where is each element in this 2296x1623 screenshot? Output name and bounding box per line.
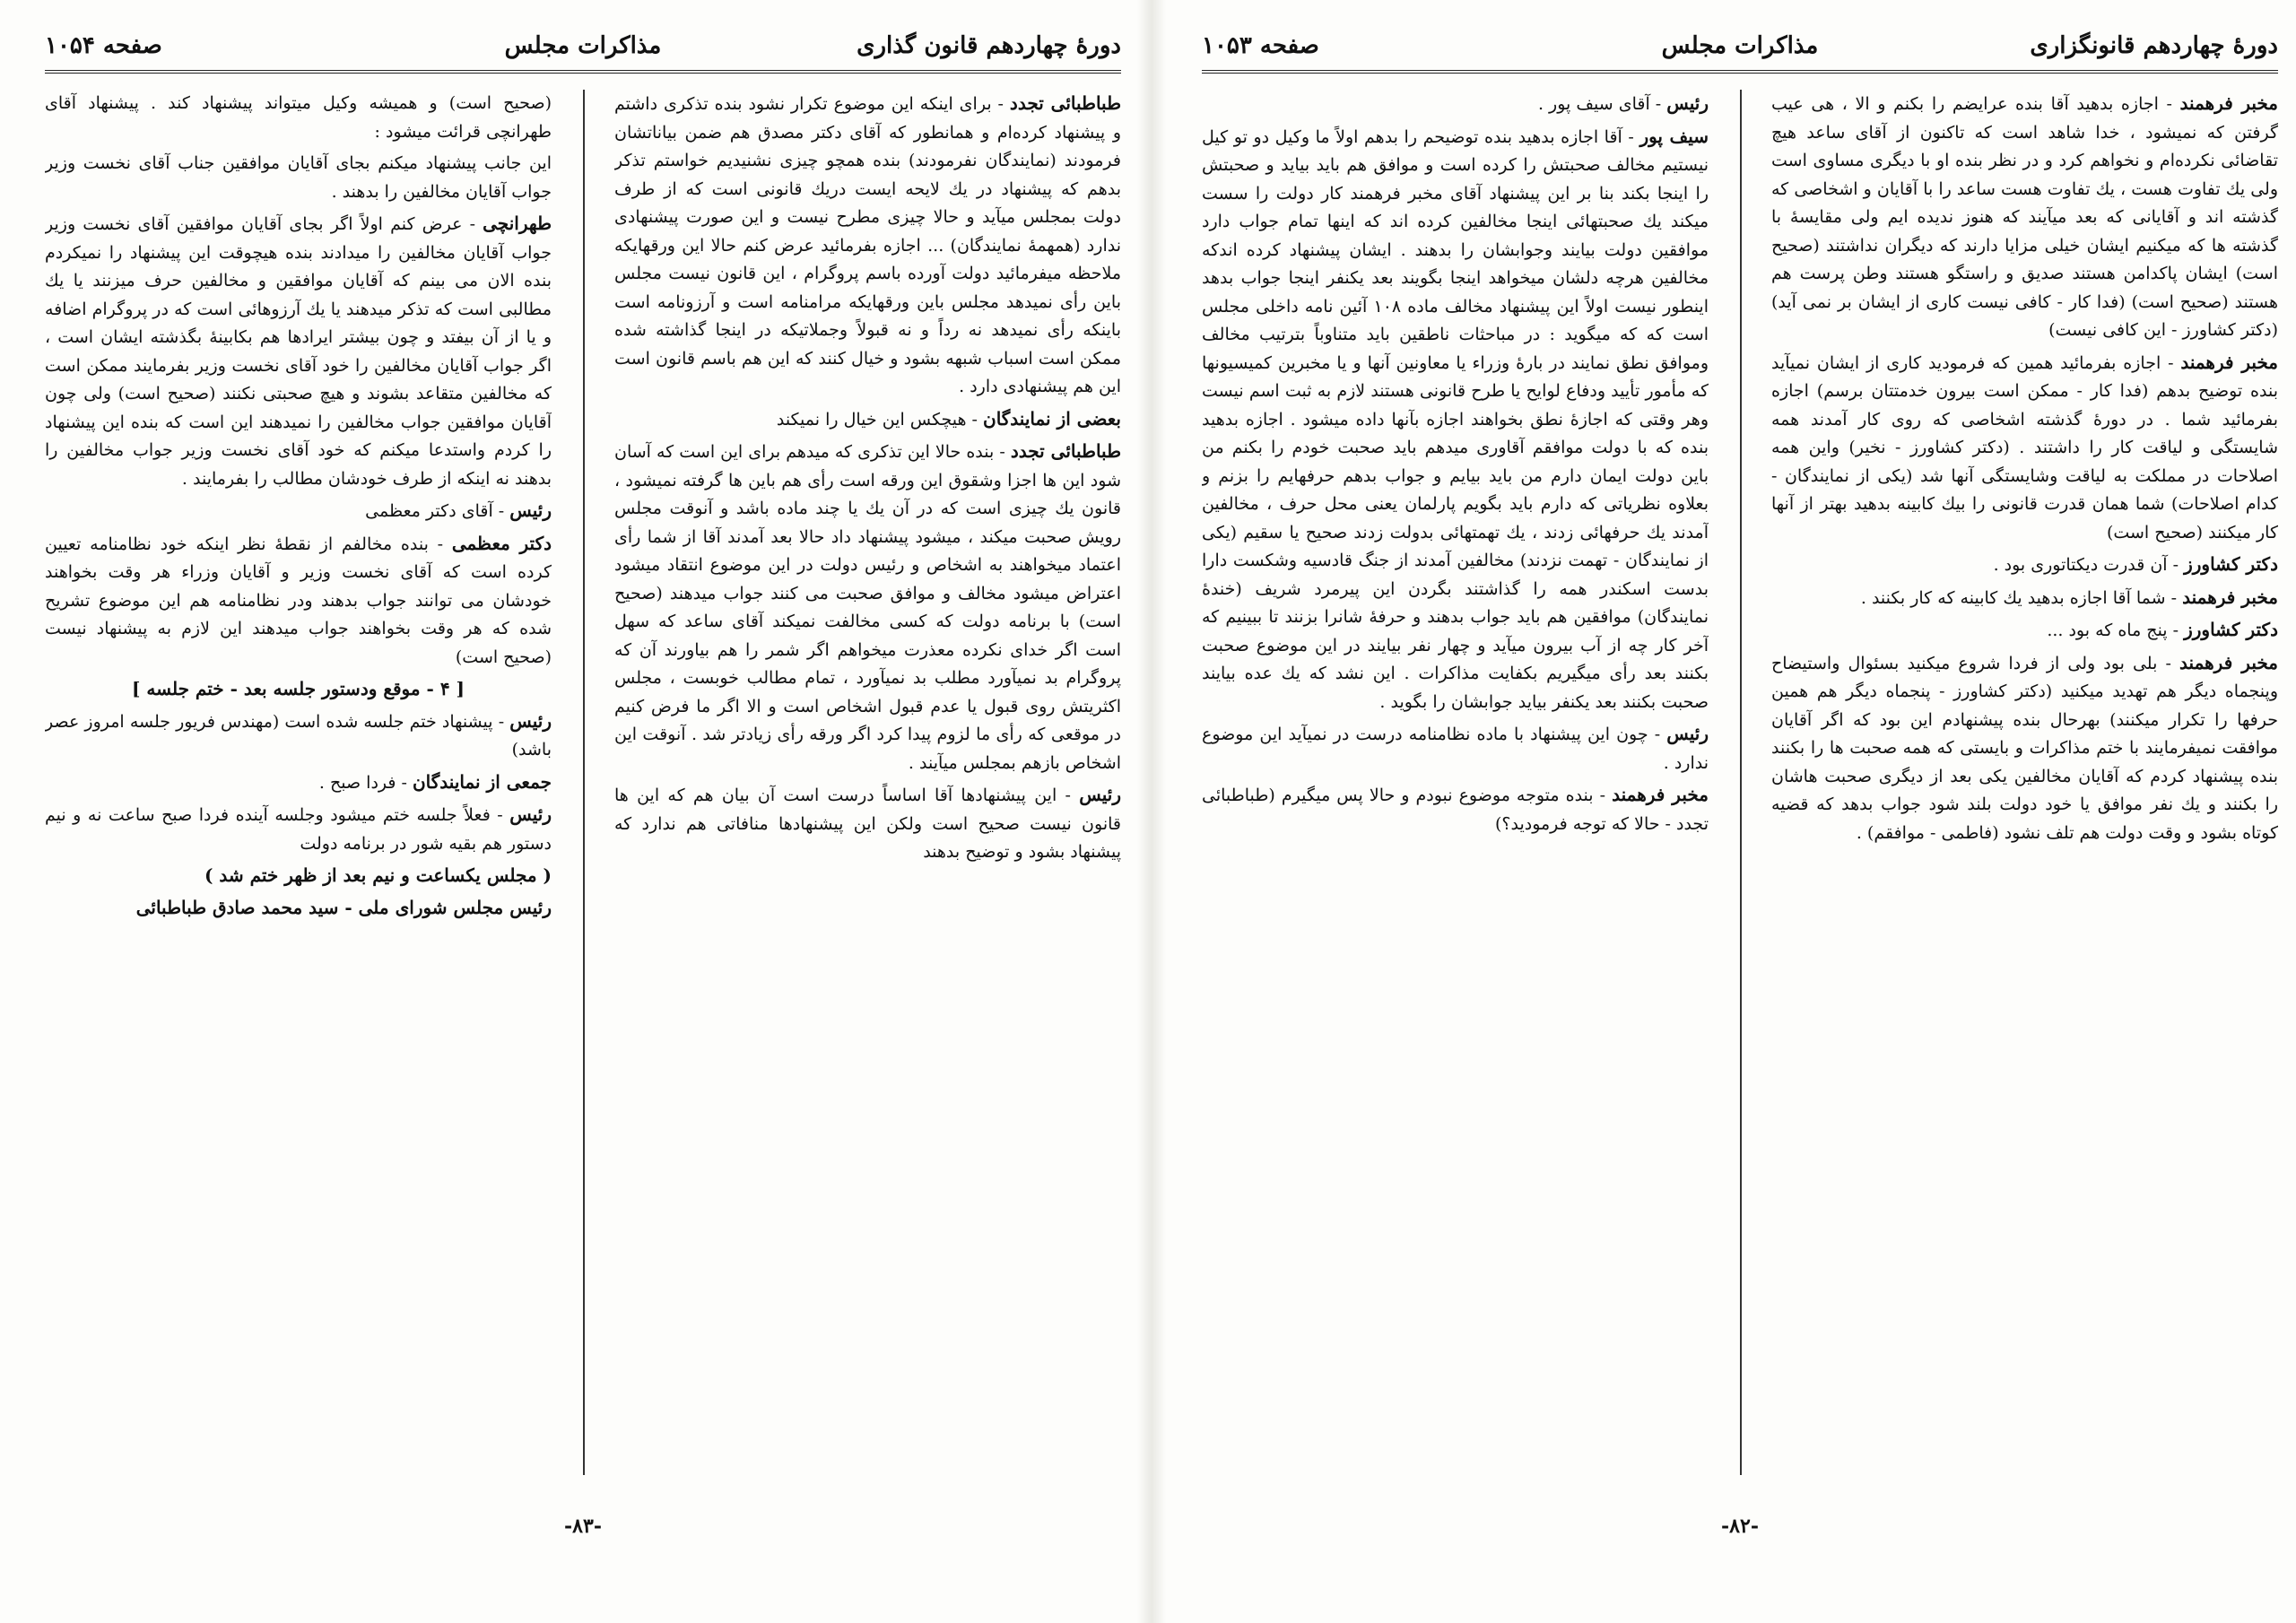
speech-text: فعلاً جلسه ختم میشود وجلسه آینده فردا صبح ساعت نه و نیم دستور هم بقیه شور در برنامه دولت <box>45 805 552 854</box>
paragraph: مخبر فرهمند - اجازه بفرمائید همین که فرمودید کاری از ایشان نمیآید بنده توضیح بدهم (فدا کار - ممکن است بیرون خدمتتان برسم) اجازه بفرمائید شما . در دورهٔ گذشته اشخاصی که روی کار آمدند همه شایستگی و لیاقت کار را داشتند . (دکتر کشاورز - نخیر) واین همه اصلاحات در مملکت به لیاقت وشایستگی آنها شد (یکی از نمایندگان - کدام اصلاحات) شما همان قدرت قانونی را بیك کابینه بدهید بهتر از آنها کار میکنند (صحیح است) <box>1771 351 2278 542</box>
speech-text: اجازه بدهید آقا بنده عرایضم را بکنم و الا ، هی عیب گرفتن که نمیشود ، خدا شاهد است که تاکنون از آقای ساعد هیچ تقاضائی نکرده‌ام و نخواهم کرد و در نظر بنده او با دیگری مساوی است ولی یك تفاوت هست ، یك تفاوت هست ساعد را با آقایان و اشخاصی که گذشته اند و آقایانی که بعد میآیند که هنوز ندیده ایم ولی مقایسهٔ با گذشته ها که میکنیم ایشان خیلی مزایا دارند که دیگران نداشتند (صحیح است) ایشان پاکدامن هستند صدیق و راستگو هستند وطن پرست هم هستند (صحیح است) (فدا کار - کافی نیست کاری از ایشان بر نمی آید) (دکتر کشاورز - این کافی نیست) <box>1771 94 2278 340</box>
speaker-name: رئیس <box>1666 92 1709 114</box>
paragraph: سیف پور - آقا اجازه بدهید بنده توضیحم را بدهم اولاً ما وکیل دو تو کیل نیستیم مخالف صحبتش را کرده است و موافق هم باید بیاید و صحبتش را اینجا بکند بنا بر این پیشنهاد آقای مخبر فرهمند کار دولت را سست میکند یك صحبتهائی اینجا مخالفین کرده اند که اینها تمام جواب دارد موافقین دولت بیایند وجوابشان را بدهند . ایشان پیشنهاد کرده اندکه مخالفین هرچه دلشان میخواهد اینجا بگویند بعد یکنفر اینجا جواب بدهد اینطور نیست اولاً این پیشنهاد مخالف ماده ۱۰۸ آئین نامه داخلی مجلس است که که میگوید : در مباحثات ناطقین باید متناوباً بترتیب مخالف وموافق نطق نمایند در بارهٔ وزراء یا معاونین آنها و یا مخبرین کمیسیونها که مأمور تأیید ودفاع لوایح یا طرح قانونی هستند لازم به ثبت اسم نیست وهر وقتی که اجازهٔ نطق بخواهند اجازه بآنها داده میشود . اجازه بدهید بنده که با دولت موافقم آقاوری میدهم باید صحبت خودم را بکنم من باین دولت ایمان دارم من باید بیایم و جواب بدهم حرفهایم را بزنم و بعلاوه نظریاتی که دارم باید بگویم پارلمان یعنی محل حرف ، مخالفین آمدند یك حرفهائی زدند ، یك تهمتهائی بدولت زدند صحیح یا سقیم (یکی از نمایندگان - تهمت نزدند) مخالفین آمدند از جنگ قادسیه وشکست دارا بدست اسکندر همه را گذاشتند بگردن این پیرمرد شریف (خندهٔ نمایندگان) موافقین هم باید جواب بدهند و حرفهٔ شانرا بزنند تا ببینیم که آخر کار چه از آب بیرون میآید و چهار نفر بیایند در این موضوع صحبت بکنند بعد رأی میگیریم بکفایت مذاکرات . این نشد که یك عده بیایند صحبت بکنند بعد یکنفر بیاید جوابشان را بگوید . <box>1202 125 1709 712</box>
paragraph: رئیس - آقای سیف پور . <box>1537 92 1709 114</box>
speaker-name: رئیس <box>509 709 552 732</box>
paragraph: بعضی از نمایندگان - هیچکس این خیال را نمیکند <box>776 407 1121 430</box>
speaker-name: رئیس <box>1079 784 1121 805</box>
speech-text: آقای سیف پور . <box>1537 94 1650 114</box>
book-gutter <box>1137 0 1166 1623</box>
column-body <box>45 90 552 672</box>
speech-text: آقا اجازه بدهید بنده توضیحم را بدهم اولاً ما وکیل دو تو کیل نیستیم مخالف صحبتش را کرده است و موافق هم باید بیاید و صحبتش را اینجا بکند بنا بر این پیشنهاد آقای مخبر فرهمند کار دولت را سست میکند یك صحبتهائی اینجا مخالفین کرده اند که اینها تمام جواب دارد موافقین دولت بیایند وجوابشان را بدهند . ایشان پیشنهاد کرده اندکه مخالفین هرچه دلشان میخواهد اینجا بگویند بعد یکنفر اینجا جواب بدهد اینطور نیست اولاً این پیشنهاد مخالف ماده ۱۰۸ آئین نامه داخلی مجلس است که که میگوید : در مباحثات ناطقین باید متناوباً بترتیب مخالف وموافق نطق نمایند در بارهٔ وزراء یا معاونین آنها و یا مخبرین کمیسیونها که مأمور تأیید ودفاع لوایح یا طرح قانونی هستند لازم به ثبت اسم نیست وهر وقتی که اجازهٔ نطق بخواهند اجازه بآنها داده میشود . اجازه بدهید بنده که با دولت موافقم آقاوری میدهم باید صحبت خودم را بکنم من باین دولت ایمان دارم من باید بیایم و جواب بدهم حرفهایم را بزنم و بعلاوه نظریاتی که دارم باید بگویم پارلمان یعنی محل حرف ، مخالفین آمدند یك حرفهائی زدند ، یك تهمتهائی بدولت زدند صحیح یا سقیم (یکی از نمایندگان - تهمت نزدند) مخالفین آمدند از جنگ قادسیه وشکست دارا بدست اسکندر همه را گذاشتند بگردن این پیرمرد شریف (خندهٔ نمایندگان) موافقین هم باید جواب بدهند و حرفهٔ شانرا بزنند تا ببینیم که آخر کار چه از آب بیرون میآید و چهار نفر بیایند در این موضوع صحبت بکنند بعد رأی میگیریم بکفایت مذاکرات . این نشد که یك عده بیایند صحبت بکنند بعد یکنفر بیاید جوابشان را بگوید . <box>1202 126 1709 712</box>
speaker-name: رئیس <box>1666 723 1709 744</box>
header-title: مذاکرات مجلس <box>504 32 662 59</box>
page-number: -۸۳- <box>564 1515 602 1538</box>
paragraph: رئیس - این پیشنهادها آقا اساساً درست است آن بیان هم که این ها قانون نیست صحیح است ولکن این پیشنهادها منافاتی هم ندارد که پیشنهاد بشود و توضیح بدهند <box>614 784 1121 862</box>
speech-text: پیشنهاد ختم جلسه شده است (مهندس فریور جلسه امروز عصر باشد) <box>45 711 552 759</box>
speaker-name: جمعی از نمایندگان <box>412 770 552 793</box>
speaker-name: مخبر فرهمند <box>2180 351 2278 373</box>
speech-text: هیچکس این خیال را نمیکند <box>776 409 967 430</box>
page-1053 <box>1202 0 2278 1623</box>
speaker-name: طباطبائی تجدد <box>1009 92 1121 114</box>
column-divider <box>1740 90 1742 1475</box>
speaker-name: دکتر معظمی <box>451 532 552 554</box>
speech-text: فردا صبح . <box>318 772 396 793</box>
header-page-label: صفحه ۱۰۵۳ <box>1202 32 1319 59</box>
speaker-name: رئیس <box>509 499 552 521</box>
text-column-right <box>614 90 1121 1475</box>
paragraph <box>45 90 552 146</box>
speaker-name: طباطبائی تجدد <box>1010 440 1121 462</box>
speech-text: بنده حالا این تذکری که میدهم برای این است که آسان شود این ها اجزا وشقوق این ورقه است رأی هم باین ها گرفته نمیشود ، قانون یك چیزی است که در آن یك یا چند ماده باشد و آنوقت مجلس رویش صحبت میکند ، میشود پیشنهاد داد حالا بعد آمدند آقا از شما رأی اعتماد میخواهند به اشخاص و رئیس دولت در این موضوع انتقاد میشود اعتراض میشود مخالف و موافق صحبت می کنند جواب میدهند (صحیح است) با برنامه دولت که کسی مخالفت نمیکند آقای ساعد که سهل است اگر خدای نکرده معذرت میخواهم اگر شمر را هم بیاورند آن که پروگرام بد نمیآورد مطلب بد نمیآورد ، تمام مطالب خوبست ، مجلس اکثریتش روی قبول یا عدم قبول اشخاص است و الا اگر ما فرض کنیم در موقعی که رأی ما لزوم پیدا کرد اگر ورقه رأی زیادتر شد . آنوقت این اشخاص بازهم بمجلس میآیند . <box>614 442 1121 773</box>
closing-signature: رئیس مجلس شورای ملی - سید محمد صادق طباطبائی <box>135 896 552 918</box>
paragraph: دکتر معظمی - بنده مخالفم از نقطهٔ نظر اینکه خود نظامنامه تعیین کرده است که آقای نخست وزیر و آقایان وزراء هر وقت بخواهند خودشان می توانند جواب بدهند ودر نظامنامه هم این موضوع تشریح شده که هر وقت بخواهند جواب میدهند این لازم به پیشنهاد نیست (صحیح است) <box>45 532 552 667</box>
paragraph: رئیس - فعلاً جلسه ختم میشود وجلسه آینده فردا صبح ساعت نه و نیم دستور هم بقیه شور در برنامه دولت <box>45 803 552 854</box>
speech-text: این پیشنهادها آقا اساساً درست است آن بیان هم که این ها قانون نیست صحیح است ولکن این پیشنهادها منافاتی هم ندارد که پیشنهاد بشود و توضیح بدهند <box>614 785 1121 862</box>
closing-time: ( مجلس یکساعت و نیم بعد از ظهر ختم شد ) <box>204 864 552 886</box>
section-title: [ ۴ - موقع ودستور جلسه بعد - ختم جلسه ] <box>131 678 465 699</box>
speech-text: اجازه بفرمائید همین که فرمودید کاری از ایشان نمیآید بنده توضیح بدهم (فدا کار - ممکن است بیرون خدمتتان برسم) اجازه بفرمائید شما . در دورهٔ گذشته اشخاصی که روی کار آمدند همه شایستگی و لیاقت کار را داشتند . (دکتر کشاورز - نخیر) واین همه اصلاحات در مملکت به لیاقت وشایستگی آنها شد (یکی از نمایندگان - کدام اصلاحات) شما همان قدرت قانونی را بیك کابینه بدهید بهتر از آنها کار میکنند (صحیح است) <box>1771 352 2278 542</box>
speaker-name: مخبر فرهمند <box>2182 586 2278 608</box>
header-page-label: صفحه ۱۰۵۴ <box>45 32 162 59</box>
paragraph: مخبر فرهمند - بلی بود ولی از فردا شروع میکنید بسئوال واستیضاح وپنجماه دیگر هم تهدید میکنید (دکتر کشاورز - پنجماه دیگر هم همین حرفها را تکرار میکنند) بهرحال بنده پیشنهادم این بود که اگر آقایان موافقت نمیفرمایند با ختم مذاکرات و بایستی که همه صحبت ها را بکنند بنده پیشنهاد کردم که آقایان مخالفین یکی بعد از دیگری صحبت هاشان را بکنند و یك نفر موافق یا خود دولت بلند شود جواب بدهد که قضیه کوتاه بشود و وقت دولت هم تلف نشود (فاطمی - موافقم) . <box>1771 651 2278 843</box>
page-number: -۸۲- <box>1721 1515 1759 1538</box>
paragraph: دکتر کشاورز - آن قدرت دیکتاتوری بود . <box>1993 553 2278 575</box>
paragraph: مخبر فرهمند - بنده متوجه موضوع نبودم و حالا پس میگیرم (طباطبائی تجدد - حالا که توجه فرمودید؟) <box>1202 784 1709 834</box>
paragraph: مخبر فرهمند - اجازه بدهید آقا بنده عرایضم را بکنم و الا ، هی عیب گرفتن که نمیشود ، خدا شاهد است که تاکنون از آقای ساعد هیچ تقاضائی نکرده‌ام و نخواهم کرد و در نظر بنده او با دیگری مساوی است ولی یك تفاوت هست ، یك تفاوت هست ساعد را با آقایان و اشخاصی که گذشته اند و آقایانی که بعد میآیند که هنوز ندیده ایم ولی مقایسهٔ با گذشته ها که میکنیم ایشان خیلی مزایا دارند که دیگران نداشتند (صحیح است) ایشان پاکدامن هستند صدیق و راستگو هستند وطن پرست هم هستند (صحیح است) (فدا کار - کافی نیست کاری از ایشان بر نمی آید) (دکتر کشاورز - این کافی نیست) <box>1771 92 2278 340</box>
speech-text: آقای دکتر معظمی <box>365 501 493 521</box>
header-period: دورهٔ چهاردهم قانون گذاری <box>857 32 1121 59</box>
paragraph <box>45 150 552 206</box>
speaker-name: سیف پور <box>1639 125 1709 147</box>
text-column-right <box>1771 90 2278 1475</box>
page-1054 <box>45 0 1121 1623</box>
speech-text: بنده مخالفم از نقطهٔ نظر اینکه خود نظامنامه تعیین کرده است که آقای نخست وزیر و آقایان وزراء هر وقت بخواهند خودشان می توانند جواب بدهند ودر نظامنامه هم این موضوع تشریح شده که هر وقت بخواهند جواب میدهند این لازم به پیشنهاد نیست (صحیح است) <box>45 534 552 667</box>
speech-text: آن قدرت دیکتاتوری بود . <box>1993 555 2168 575</box>
paragraph: جمعی از نمایندگان - فردا صبح . <box>318 770 552 793</box>
column-body-end <box>45 707 552 859</box>
speech-text: شما آقا اجازه بدهید یك کابینه که کار بکنند . <box>1860 587 2166 608</box>
speaker-name: مخبر فرهمند <box>2179 651 2278 673</box>
speech-text: بنده متوجه موضوع نبودم و حالا پس میگیرم (طباطبائی تجدد - حالا که توجه فرمودید؟) <box>1202 785 1709 834</box>
header-period: دورهٔ چهاردهم قانونگزاری <box>2030 32 2278 59</box>
speech-text: برای اینکه این موضوع تکرار نشود بنده تذکری داشتم و پیشنهاد کرده‌ام و همانطور که آقای دکتر مصدق هم ضمن بیاناتشان فرمودند (نمایندگان نفرمودند) بنده همچو چیزی نشنیدیم خواستم تذکر بدهم که پیشنهاد در یك لایحه ایست دریك قانونی است که از طرف دولت بمجلس میآید و حالا چیزی مطرح نیست و این صورت پیشنهادی ندارد (همهمهٔ نمایندگان) ... اجازه بفرمائید عرض کنم حالا این ورقهایکه ملاحظه میفرمائید دولت آورده باسم پروگرام ، این قانون نیست مجلس باین رأی نمیدهد مجلس باین ورقهایکه مرامنامه است و آرزونامه است باینکه رأی نمیدهد نه رداً و نه قبولاً وجملاتیکه در اینجا گذاشته شده ممکن است اسباب شبهه بشود و خیال کنند که این هم باسم قانون است این هم پیشنهادی دارد . <box>614 94 1121 396</box>
speech-text: عرض کنم اولاً اگر بجای آقایان موافقین آقای نخست وزیر جواب آقایان مخالفین را میدادند بنده هیچوقت این پیشنهاد را نمیکردم بنده الان می بینم که آقایان موافقین و مخالفین حرف میزنند یا یك مطالبی است که تذکر میدهند یا یك آرزوهائی است که در پروگرام اضافه و یا از آن بیفتد و چون بیشتر ایرادها هم بکابینهٔ بگذشته ایشان است ، اگر جواب آقایان مخالفین را خود آقای نخست وزیر بفرمایند ممکن است که مخالفین متقاعد بشوند و هیچ صحبتی نکنند (صحیح است) ولی چون آقایان موافقین جواب مخالفین را نمیدهند این است که بنده این پیشنهاد را کردم واستدعا میکنم که خود آقای نخست وزیر جواب مخالفین را بدهند نه اینکه از طرف خودشان مطالب را بفرمایند . <box>45 214 552 489</box>
paragraph: طباطبائی تجدد - بنده حالا این تذکری که میدهم برای این است که آسان شود این ها اجزا وشقوق این ورقه است رأی هم باین ها گرفته نمیشود ، قانون یك چیزی است که در آن یك یا چند ماده باشد و آنوقت مجلس رویش صحبت میکند ، میشود پیشنهاد داد حالا بعد آمدند آقا از شما رأی اعتماد میخواهند به اشخاص و رئیس دولت در این موضوع انتقاد میشود اعتراض میشود مخالف و موافق صحبت می کنند جواب میدهند (صحیح است) با برنامه دولت که کسی مخالفت نمیکند آقای ساعد که سهل است اگر خدای نکرده معذرت میخواهم اگر شمر را هم بیاورند آن که پروگرام بد نمیآورد مطلب بد نمیآورد ، تمام مطالب خوبست ، مجلس اکثریتش روی قبول یا عدم قبول اشخاص است و الا اگر ما فرض کنیم در موقعی که رأی ما لزوم پیدا کرد اگر ورقه رأی زیادتر شد . آنوقت این اشخاص بازهم بمجلس میآیند . <box>614 440 1121 773</box>
header-title: مذاکرات مجلس <box>1661 32 1819 59</box>
speaker-name: دکتر کشاورز <box>2184 619 2278 640</box>
text-column-left <box>45 90 552 1475</box>
text-column-left <box>1202 90 1709 1475</box>
speaker-name: بعضی از نمایندگان <box>983 407 1121 430</box>
page-header <box>45 27 1121 74</box>
speech-text: پنج ماه که بود ... <box>2047 621 2168 640</box>
speech-text: (صحیح است) و همیشه وکیل میتواند پیشنهاد کند . پیشنهاد آقای طهرانچی قرائت میشود : <box>45 93 552 142</box>
paragraph: رئیس - پیشنهاد ختم جلسه شده است (مهندس فریور جلسه امروز عصر باشد) <box>45 709 552 759</box>
paragraph: مخبر فرهمند - شما آقا اجازه بدهید یك کابینه که کار بکنند . <box>1860 586 2278 608</box>
column-divider <box>583 90 585 1475</box>
page-header <box>1202 27 2278 74</box>
speaker-name: رئیس <box>509 803 552 825</box>
speech-text: بلی بود ولی از فردا شروع میکنید بسئوال واستیضاح وپنجماه دیگر هم تهدید میکنید (دکتر کشاورز - پنجماه دیگر هم همین حرفها را تکرار میکنند) بهرحال بنده پیشنهادم این بود که اگر آقایان موافقت نمیفرمایند با ختم مذاکرات و بایستی که همه صحبت ها را بکنند بنده پیشنهاد کردم که آقایان مخالفین یکی بعد از دیگری صحبت هاشان را بکنند و یك نفر موافق یا خود دولت بلند شود جواب بدهد که قضیه کوتاه بشود و وقت دولت هم تلف نشود (فاطمی - موافقم) . <box>1771 653 2278 843</box>
speech-text: این جانب پیشنهاد میکنم بجای آقایان موافقین جناب آقای نخست وزیر جواب آقایان مخالفین را بدهند . <box>45 153 552 202</box>
speech-text: چون این پیشنهاد با ماده نظامنامه درست در نمیآید این موضوع ندارد . <box>1202 725 1709 773</box>
paragraph: رئیس - چون این پیشنهاد با ماده نظامنامه درست در نمیآید این موضوع ندارد . <box>1202 723 1709 773</box>
paragraph: طباطبائی تجدد - برای اینکه این موضوع تکرار نشود بنده تذکری داشتم و پیشنهاد کرده‌ام و همانطور که آقای دکتر مصدق هم ضمن بیاناتشان فرمودند (نمایندگان نفرمودند) بنده همچو چیزی نشنیدیم خواستم تذکر بدهم که پیشنهاد در یك لایحه ایست دریك قانونی است که از طرف دولت بمجلس میآید و حالا چیزی مطرح نیست و این صورت پیشنهادی ندارد (همهمهٔ نمایندگان) ... اجازه بفرمائید عرض کنم حالا این ورقهایکه ملاحظه میفرمائید دولت آورده باسم پروگرام ، این قانون نیست مجلس باین رأی نمیدهد مجلس باین ورقهایکه مرامنامه است و آرزونامه است باینکه رأی نمیدهد نه رداً و نه قبولاً وجملاتیکه در اینجا گذاشته شده ممکن است اسباب شبهه بشود و خیال کنند که این هم باسم قانون است این هم پیشنهادی دارد . <box>614 92 1121 396</box>
speaker-name: دکتر کشاورز <box>2184 553 2278 575</box>
speaker-name: طهرانچی <box>483 213 552 234</box>
speaker-name: مخبر فرهمند <box>1612 784 1709 805</box>
speaker-name: مخبر فرهمند <box>2179 92 2278 114</box>
paragraph: دکتر کشاورز - پنج ماه که بود ... <box>2047 619 2278 640</box>
paragraph: رئیس - آقای دکتر معظمی <box>365 499 552 521</box>
paragraph: طهرانچی - عرض کنم اولاً اگر بجای آقایان موافقین آقای نخست وزیر جواب آقایان مخالفین را میدادند بنده هیچوقت این پیشنهاد را نمیکردم بنده الان می بینم که آقایان موافقین و مخالفین حرف میزنند یا یك مطالبی است که تذکر میدهند یا یك آرزوهائی است که در پروگرام اضافه و یا از آن بیفتد و چون بیشتر ایرادها هم بکابینهٔ بگذشته ایشان است ، اگر جواب آقایان مخالفین را خود آقای نخست وزیر بفرمایند ممکن است که مخالفین متقاعد بشوند و هیچ صحبتی نکنند (صحیح است) ولی چون آقایان موافقین جواب مخالفین را نمیدهند این است که بنده این پیشنهاد را کردم واستدعا میکنم که خود آقای نخست وزیر جواب مخالفین را بدهند نه اینکه از طرف خودشان مطالب را بفرمایند . <box>45 213 552 489</box>
